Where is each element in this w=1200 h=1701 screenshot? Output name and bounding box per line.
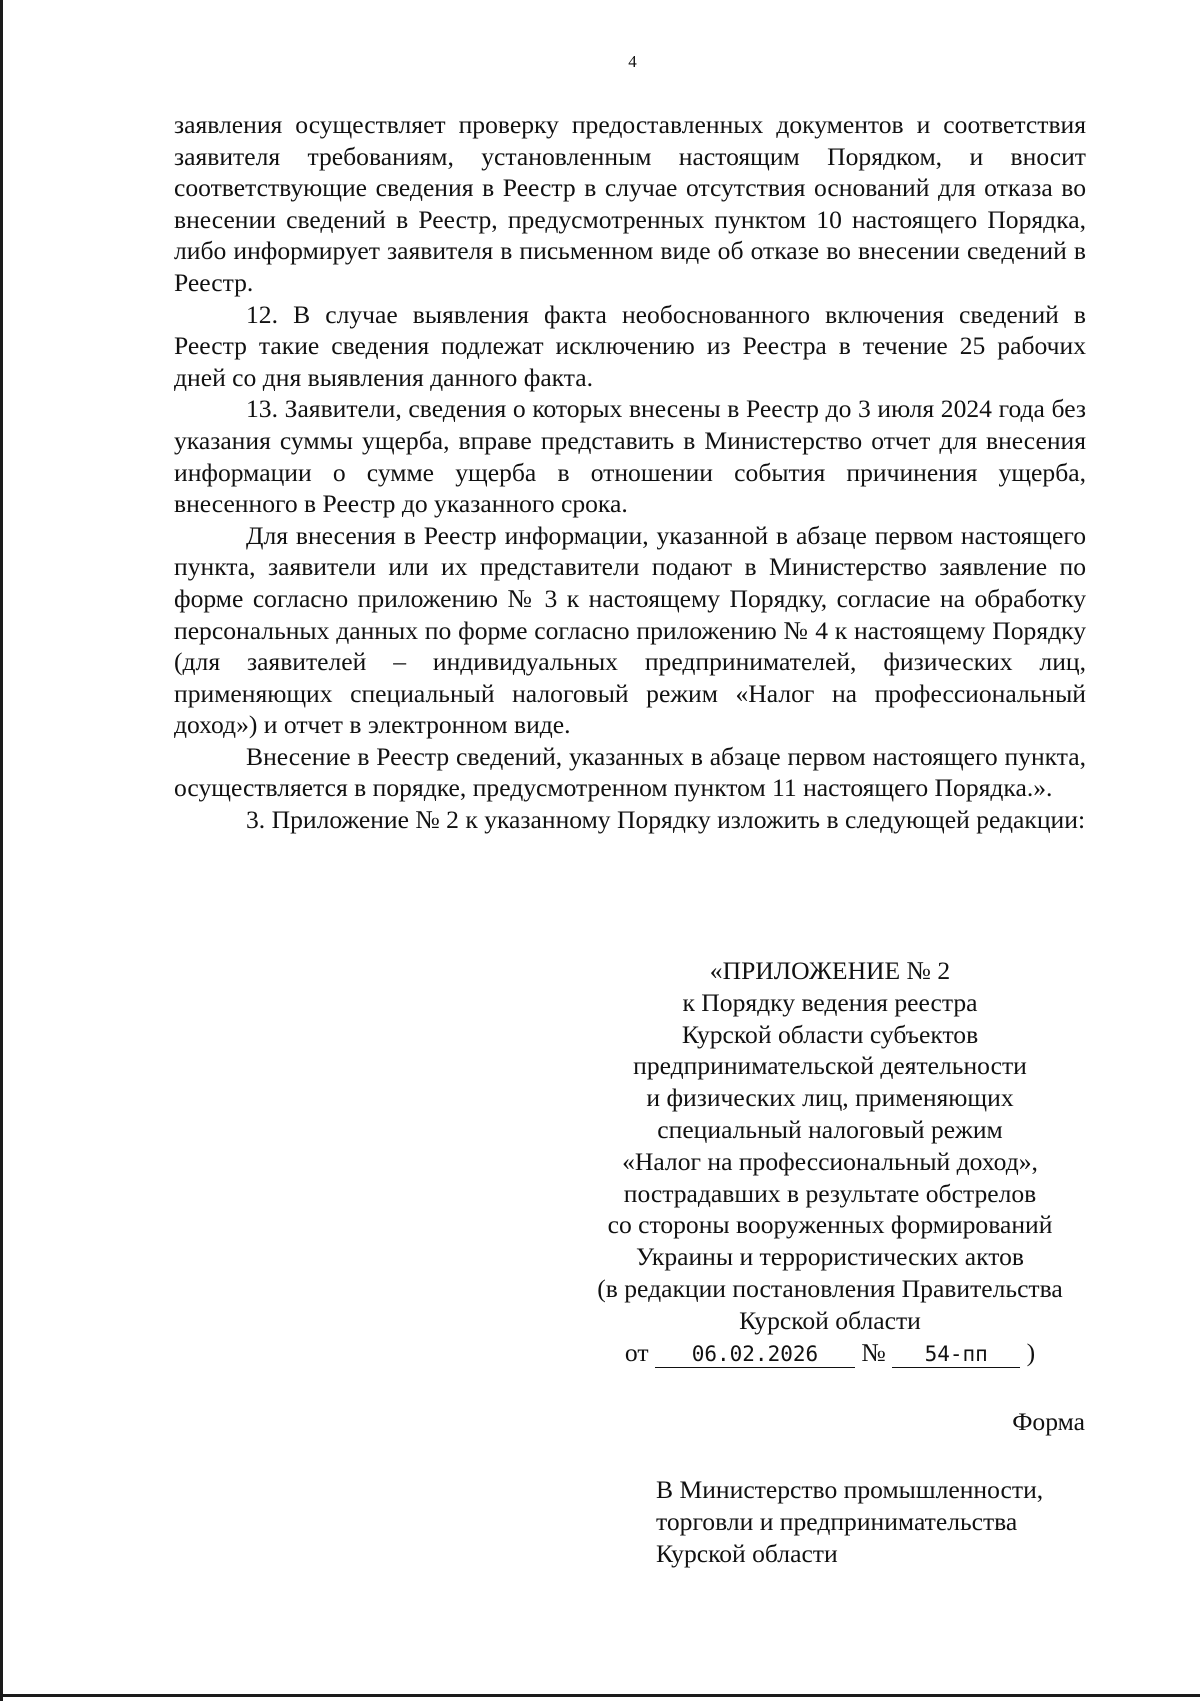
- appendix-line: «Налог на профессиональный доход»,: [622, 1146, 1038, 1176]
- scan-border-left: [0, 0, 3, 1701]
- decree-closing-paren: ): [1026, 1337, 1036, 1367]
- decree-date-field: 06.02.2026: [655, 1341, 855, 1368]
- recipient-line: В Министерство промышленности,: [656, 1475, 1044, 1504]
- paragraph-item-3: 3. Приложение № 2 к указанному Порядку изложить в следующей редакции:: [246, 805, 1086, 835]
- appendix-line: Курской области субъектов: [681, 1019, 979, 1049]
- appendix-line: пострадавших в результате обстрелов: [623, 1178, 1037, 1208]
- appendix-line: к Порядку ведения реестра: [682, 987, 978, 1017]
- appendix-header: [560, 955, 1100, 1368]
- decree-number-field: 54-пп: [892, 1341, 1020, 1368]
- paragraph-item-13-submission: Для внесения в Реестр информации, указанной в абзаце первом настоящего пункта, заявители или их представители подают в Министерство заявление по форме согласно приложению № 3 к настоящему Порядку, согласие на обработку персональных данных по форме согласно приложению № 4 к настоящему Порядку (для заявителей – индивидуальных предпринимателей, физических лиц, применяющих специальный налоговый режим «Налог на профессиональный доход») и отчет в электронном виде.: [174, 520, 1086, 740]
- page-number: 4: [628, 52, 637, 71]
- document-body: [174, 109, 1086, 836]
- appendix-line: и физических лиц, применяющих: [646, 1083, 1014, 1113]
- appendix-line: со стороны вооруженных формирований: [607, 1210, 1053, 1240]
- scan-border-bottom: [0, 1694, 1200, 1697]
- appendix-line: Украины и террористических актов: [636, 1242, 1024, 1272]
- decree-number-label: №: [861, 1337, 886, 1367]
- appendix-line: (в редакции постановления Правительства: [597, 1273, 1063, 1303]
- recipient-line: торговли и предпринимательства: [656, 1507, 1018, 1536]
- paragraph-review-text: заявления осуществляет проверку предоставленных документов и соответствия заявителя требованиям, установленным настоящим Порядком, и вносит соответствующие сведения в Реестр в случае отсутствия оснований для отказа во внесении сведений в Реестр, предусмотренных пунктом 10 настоящего Порядка, либо информирует заявителя в письменном виде об отказе во внесении сведений в Реестр.: [174, 110, 1086, 297]
- paragraph-item-13: 13. Заявители, сведения о которых внесены в Реестр до 3 июля 2024 года без указания суммы ущерба, вправе представить в Министерство отчет для внесения информации о сумме ущерба в отношении события причинения ущерба, внесенного в Реестр до указанного срока.: [174, 394, 1086, 519]
- paragraph-item-12: 12. В случае выявления факта необоснованного включения сведений в Реестр такие сведения подлежат исключению из Реестра в течение 25 рабочих дней со дня выявления данного факта.: [174, 299, 1086, 392]
- form-label: Форма: [1012, 1407, 1085, 1436]
- paragraph-item-13-registry: Внесение в Реестр сведений, указанных в абзаце первом настоящего пункта, осуществляется в порядке, предусмотренном пунктом 11 настоящего Порядка.».: [174, 741, 1086, 803]
- appendix-line: предпринимательской деятельности: [633, 1051, 1027, 1081]
- appendix-line: специальный налоговый режим: [657, 1114, 1003, 1144]
- decree-from-label: от: [624, 1337, 649, 1367]
- appendix-line: Курской области: [739, 1305, 921, 1335]
- recipient-line: Курской области: [656, 1539, 838, 1568]
- appendix-title: «ПРИЛОЖЕНИЕ № 2: [709, 956, 951, 985]
- recipient-block: [656, 1474, 1043, 1570]
- decree-reference: [560, 1337, 1100, 1369]
